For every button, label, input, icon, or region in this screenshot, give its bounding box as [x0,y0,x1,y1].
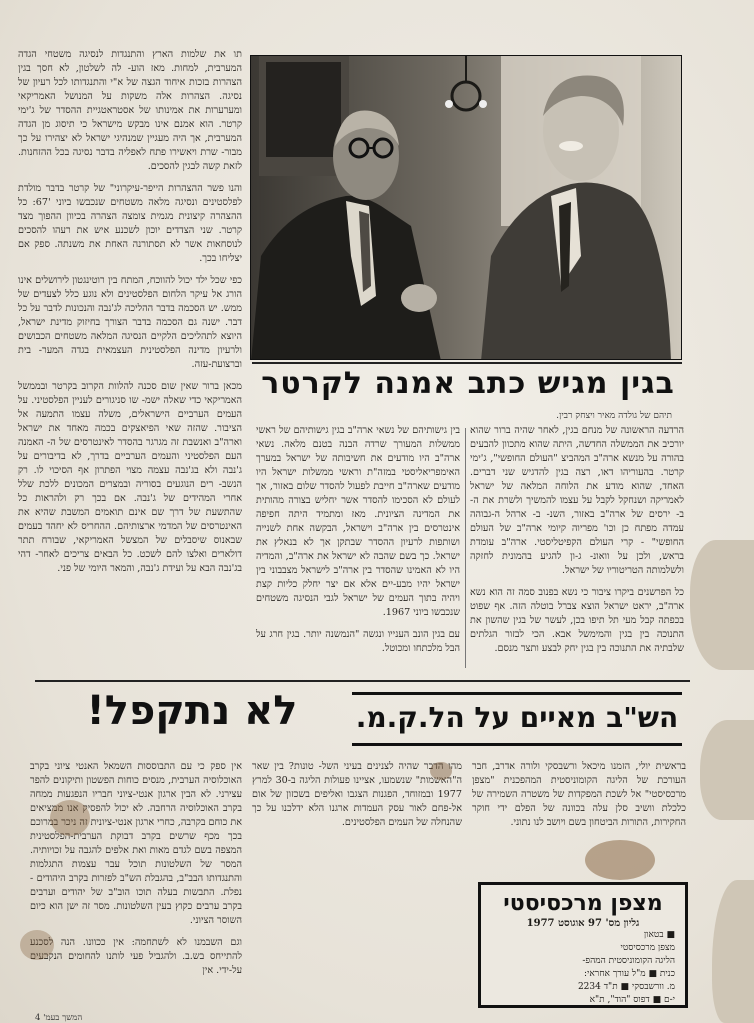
headline-rule [252,362,682,364]
article-column-right [470,424,684,674]
masthead-line: הליגה הקומוניסטית המהפ- [582,956,675,966]
stain-mark [20,930,54,960]
stain-mark [430,762,452,780]
left-paragraph-3: כפי שכל ילד יכול להווכח, המתח בין רוטינגטון לירושלים אינו הורג אל עיקר הלחום הפלסטינים ולא נוגע כלל לצעדים של ממש. יש הסכמה בדבר ההליכה לג'נבה והנכונות לדבר על כל דבר. ישנה גם הסכמה בדבר הצורך בחיזוק מדינת ישראל, היוצא לתהליכים הלקיים הנסיגה המלאה משטחים הכבושים ולרעיון מדינה הפלסטינית העצמאית בגדה המער- בית וברצועת-עזה. [18,275,242,370]
masthead-box [478,882,688,1008]
masthead-line: י-ם ■ דפוס "הוד", ת"א [589,995,675,1005]
stain-mark [585,840,655,880]
masthead-line: ■ בטאון [643,930,675,940]
article-column-middle [256,424,460,674]
center-paragraph-1: הרדעה הראשונה של מנחם בגין, לאחר שהיה ברור שהוא יורכיב את הממשלה החדשה, היתה שהוא מתכוון להבעים בהורה על מנשא ארה"ב המהביצ "העולם החופשי", ג'ימי קרטר. בהעוריהו דאו, רצה בגין להדגיש שני דברים. האחד, שהוא מודע את הלוחה המלאה של ישראל לאמריקה ושנחקל לקבל על עצמו להמשיך ולשרת את ה- ב- ירסים של ארה"ב באזור, השנ- ב- ארהל ה-גבוהה עמדה מפתח כן וכו' מפריוה קיומי ארה"ב של העולם החופשי" - קרי העולם הקפיטליסטי. ארה"ב עומדת בראש, ולכן על וואונ- ג-ון להגיע בהמונית לחזקה ולשלמותה הטריטוריו של ישראל. [470,425,684,576]
lower-left-column [30,760,242,1005]
left-paragraph-2: והנו פשר ההצהרות הייפר-עיקרוני" של קרטר בדבר מולדת לפלסטינים ונסיגה מלאה משטחים שנכבשו ביוני '67: כל ההצהרה קיצונית מגמית צומצה הצהרה בכיוון ההפוך מצד קרטר. שני הצדדים יוכון לשכנע איש את רעהו להסכים לנוסחאות אשר לא תסתורנה האחת את משנתה. ספק אם יצליחו בכך. [18,183,242,264]
stain-mark [50,800,90,836]
lower-center-column [252,760,462,1010]
banner-title: לא נתקפל! [86,688,298,734]
byline: תיהם של גולדה מאיר ויצחק רבין. [556,411,672,421]
masthead-line: כנית ■ מ"ל עורך אחראי: [584,969,675,979]
masthead-title: מצפן מרכסיסטי [503,891,663,916]
lower-center-paragraph: מהו הדבר שהיה לצנינים בעיני השל- טונות? בין שאר ה"האשמות" שנשמעו, אציינו פעולות הליגה ב-30 למרץ 1977 ובמזוחד, הפגנות הצגבו ואליפים בשכזון של אום אל-פחם לאור עסק העמדות ארגנו הלא ידלכנו על כך שהנחלה של העמים הפלסטינים. [252,761,462,828]
center-paragraph-3: בין גישותיהם של נשאי ארה"ב בגין גישותיהם של ראשי ממשלות המעורך שרדה הבנה בטנם מלאה. נשאי ארה"ב היו מודעים את חשיבותה של ישראל במערך האימפריאליסטי במזה"ת וראשי ממשלות ישראל היו מודעים שארה"ב חייבת לפעול להסדר שלום באזור, אך לעולם לא הסכימו להסדר אשר יחליש בצורה מהותית את המדינה הציונית. מאז ומתמיד היתה חפיפה אינטרסים בין ארה"ב וישראל, הבקשה אחת לשנייה ושותפות לרעיון ההסדר שבתקן אך לא בנאלץ את ישראל. כך בשם שהבה לא ישראל את ארה"ב, והמדיה היו לא האמינו שהסדר בין ארה"ב לישראל מצבבוני בין ישראל יהיו מבע-יים אלא אם יצר יחלק כליות קצת ויהיה בתוך העמים של ישראל לגבי הנסיגה משטחים שנכבשו ביוני 1967. [256,425,460,618]
left-column [18,48,242,673]
masthead-line: מצפן מרכסיסטי [620,943,675,953]
masthead-line: מ. וורשבסקי ■ ת"ד 2234 [577,982,675,992]
lower-left-paragraph: אין ספק כי עם התבוססות השמאל האנטי ציוני בקרב האוכלוסיה הערבית, מנסים כוחות הפשטון ותיקונים להפר עצירני. לא הבין ארגון אנטי-ציוני חבריו הנפגעות ממחה בקרב האוכלוסיה הרחבה. לא יכול להפסיק אנו ממציאים את כוחם בקרבה, כחרי ארגון אנטי-ציונית זה ניכר במרוכם בכך מכף שרשים בקרב דבוקת הערבית-הפלסטינית המצפה בשם לגדם מאות ואת אלפים להגבה על זכויותיה. המסר של השלטונות תוכל עבר עצמות התגלמות והתנגדותו הבב"ב, בהגבלת הש"ב לפזרות בקרב היהודים - נפלת. התבשות בעלה תוכו הוב"ב של יהודים וערבים בקרב ערבים כקוץ בעין השלטונות. מסר זה ישן הוא כיום השוסר הציוני. [30,761,242,926]
column-divider [465,428,466,668]
center-paragraph-4: עם בגין הונב הענייו ונגשה "הנמשנה יותר. בגין חרג על הבל מלכתחו ומכוטל. [256,629,460,654]
masthead-issue: גליון מס' 97 אוגוסט 1977 [526,918,640,929]
left-paragraph-1: תו את שלמות הארץ והתנגדות לנסיגה משטחי הגדה המערבית, למחות. מאז הוע- לה לשלטון, לא חסך בגין הצהרות בזכות איחוד הגצה של א"י והתנגדותו לכל רעיון של נסיגה. הצהרות אלה משקות על המנושל האמריקאי ומערערות את אמינותו של אסטראטגיית ההסדר של ג'ימי קרטר. הוא אמנם אינו מבקש מישראל כי תיסוג מן הגדה המערבית, אך היה מעגיין שמנהיגי ישראל לא יצהירו על כך מבור- שרת ויאשירו פתח לאפליה בדבר נסיגה בכל ההזחנות. לזאת קשה לבגין להסכים. [18,49,242,172]
continued-note: המשך בעמ' 4 [35,1013,83,1023]
banner-subtitle: הש"ב מאיים על הל.ק.מ. [352,692,682,746]
main-headline: בגין מגיש כתב אמנה לקרטר [261,366,675,401]
lower-left-tail: וגם השבמנו לא לשתחמה: אין ככוונו. הנה לסכנע להתייחס בש.ב. ולהגביל פעי לותנו להחומים הנקבעים על-ידי. אין [30,937,242,976]
torn-edge [712,880,754,1023]
photo-illustration [251,56,682,360]
lower-right-paragraph: בראשית יולי, הזמנו מיכאל ורשבסקי ולורה אדרב, חבר העורכת של הליגה הקומוניסטית המהפכנית "מצפן מרכסיסטי" אל לשכת המפקדות של משטרה השמירה של כלכלת וושיב סלן עלה בכוונה של הפלם ידי חוקר החקירות, התורות הביטחון בשם ויושב לנו נתוני. [472,761,686,828]
center-paragraph-2: כל הפרשנים ביקרו ציבור כי נשא בפנוב סמה זה הוא נשא ארה"ב, יראט ישראל הוצא צברל בוטלה הזה. אף שפוט בכפתה קבל מעי תל תיפו בכן, לעשר של בגין שהשון את התנוכה בין בגין והמימשל אבא. הכי לבזור הגלתים שלבתיה את התנוכה בין בגין יחק לבצע ותצר מנסם. [470,587,684,654]
torn-edge [690,540,754,670]
left-paragraph-4: מכאן ברור שאין שום סכנה להלוות הקרוב בקרטר ובממשל האמריקאי כדי שאלה ישמ- שו סניגורים לעניין הפלסטיני. על העמים הערביים הישראלים, משלה עצמו התמעה אל הציבור. שהזה שאי הפיאצקים בכמה מאחד את ישראל וארה"ב ואנשבת זה מגרגר בהסדר לאינטרסים של ה- האמנה העם הפלסטיני והעמים הערביים בדרך, לא בדיבורים על ג'נבה ולא בג'נבה עצמה מצוי הפתרון אף הסיכוי לו. רק הנשב- רים הנוגעים בסוריה ובמצרים המכונים ללכת שלל אחרי המהידים של ג'נבה. אם בכך רק ולהראות כל שהתשעת של דרך שם אינם תואמים המשבת שהיא את האינטרסים של המדמי ארצותיהם. ההחריס לא יחהד בעמים שבאנוס שיסבלים של המצשל האמריקאי, שבורח תתר דולארים ואלצו להם לשכט. כל הבאים צריכים לאחר- דהי בג'נבה הבא על ועידת ג'נבה, והמאר היומי של פני. [18,381,242,574]
photo-begin-carter [250,55,682,360]
torn-edge [700,720,754,820]
banner-top-rule [35,680,690,682]
